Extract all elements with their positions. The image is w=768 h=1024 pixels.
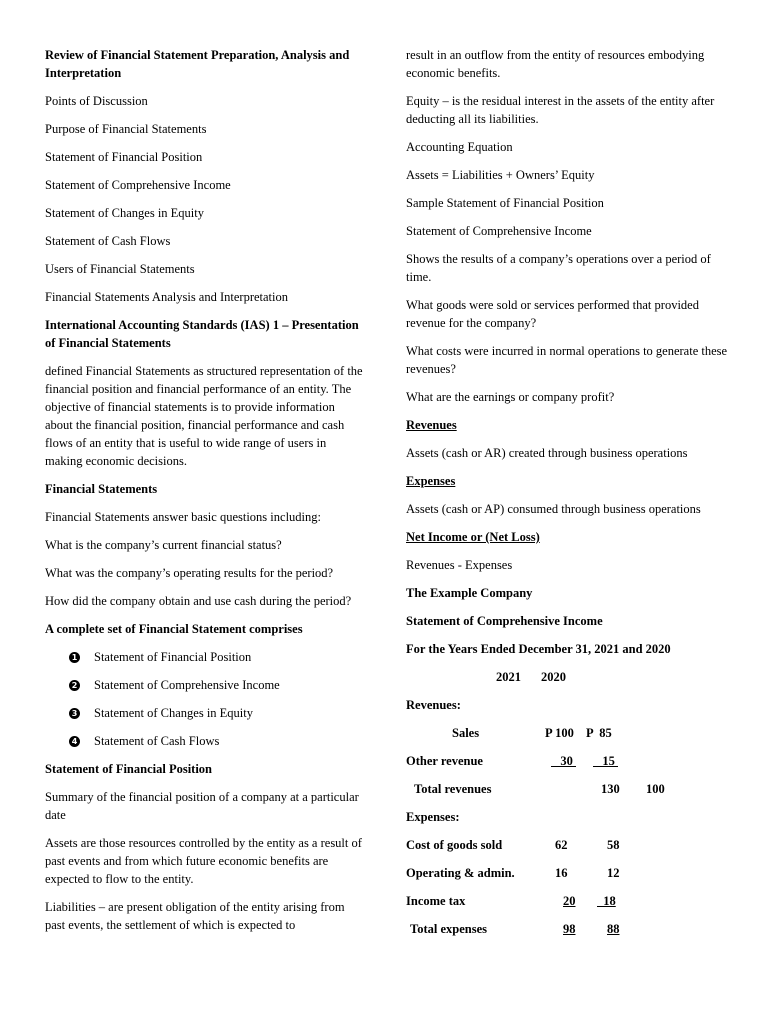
fs-question: What was the company’s operating results for the period? <box>45 566 334 580</box>
liabilities-continued: result in an outflow from the entity of resources embodying economic benefits. <box>406 48 705 80</box>
table-row <box>406 780 731 808</box>
cogs-2021: 62 <box>555 838 568 852</box>
cogs-2020: 58 <box>607 838 620 852</box>
list-item-text: Statement of Comprehensive Income <box>94 678 280 692</box>
left-column <box>45 46 365 944</box>
opex-2021: 16 <box>555 866 568 880</box>
sales-2021: P 100 <box>545 726 574 740</box>
other-revenue-2020: 15 <box>593 754 618 768</box>
tax-label: Income tax <box>406 894 466 908</box>
year-2020: 2020 <box>541 670 566 684</box>
fs-intro: Financial Statements answer basic questions including: <box>45 510 321 524</box>
total-expenses-2020: 88 <box>607 922 620 936</box>
point-item: Users of Financial Statements <box>45 262 195 276</box>
point-item: Financial Statements Analysis and Interpretation <box>45 290 288 304</box>
sfp-heading: Statement of Financial Position <box>45 762 213 776</box>
opex-label: Operating & admin. <box>406 866 515 880</box>
year-header-row <box>406 668 731 696</box>
numbered-bullet-icon: 1 <box>69 652 80 663</box>
other-revenue-label: Other revenue <box>406 754 483 768</box>
total-revenues-2021: 130 <box>601 782 620 796</box>
sales-2020: P 85 <box>586 726 612 740</box>
total-revenues-2020: 100 <box>646 782 665 796</box>
sales-label: Sales <box>452 726 480 740</box>
table-row <box>406 808 731 836</box>
company-name: The Example Company <box>406 586 533 600</box>
right-column <box>406 46 731 948</box>
assets-definition: Assets are those resources controlled by the entity as a result of past events and from which future economic benefits are expected to flow to the entity. <box>45 836 362 886</box>
point-item: Purpose of Financial Statements <box>45 122 207 136</box>
list-item-text: Statement of Changes in Equity <box>94 706 254 720</box>
sci-description: Shows the results of a company’s operations over a period of time. <box>406 252 711 284</box>
total-revenues-label: Total revenues <box>414 782 492 796</box>
opex-2020: 12 <box>607 866 620 880</box>
sci-question: What are the earnings or company profit? <box>406 390 615 404</box>
revenues-definition: Assets (cash or AR) created through business operations <box>406 446 688 460</box>
point-item: Statement of Financial Position <box>45 150 203 164</box>
fs-heading: Financial Statements <box>45 482 158 496</box>
expenses-heading: Expenses <box>406 474 456 488</box>
numbered-bullet-icon: 4 <box>69 736 80 747</box>
tax-2021: 20 <box>563 894 576 908</box>
income-statement-table <box>406 668 731 948</box>
sci-question: What costs were incurred in normal operations to generate these revenues? <box>406 344 728 376</box>
cogs-label: Cost of goods sold <box>406 838 503 852</box>
revenues-heading: Revenues <box>406 418 457 432</box>
sfp-summary: Summary of the financial position of a company at a particular date <box>45 790 359 822</box>
fs-question: How did the company obtain and use cash during the period? <box>45 594 352 608</box>
table-row <box>406 724 731 752</box>
net-income-definition: Revenues - Expenses <box>406 558 513 572</box>
sample-sfp-label: Sample Statement of Financial Position <box>406 196 604 210</box>
revenues-label: Revenues: <box>406 698 461 712</box>
ias-paragraph: defined Financial Statements as structured representation of the financial position and financial performance of an entity. The objective of financial statements is to provide information about the financial position, financial performance and cash flows of an entity that is useful to wide range of users in making economic decisions. <box>45 364 363 468</box>
point-item: Statement of Changes in Equity <box>45 206 205 220</box>
points-heading: Points of Discussion <box>45 94 148 108</box>
table-row <box>406 920 731 948</box>
accounting-equation: Assets = Liabilities + Owners’ Equity <box>406 168 595 182</box>
sci-question: What goods were sold or services performed that provided revenue for the company? <box>406 298 699 330</box>
tax-2020: 18 <box>597 894 616 908</box>
other-revenue-2021: 30 <box>551 754 576 768</box>
total-expenses-2021: 98 <box>563 922 576 936</box>
accounting-equation-label: Accounting Equation <box>406 140 513 154</box>
list-item <box>45 648 365 666</box>
table-row <box>406 696 731 724</box>
ias-heading: International Accounting Standards (IAS) 1 – Presentation of Financial Statements <box>45 318 359 350</box>
document-title: Review of Financial Statement Preparation, Analysis and Interpretation <box>45 48 350 80</box>
list-item-text: Statement of Financial Position <box>94 650 252 664</box>
list-item-text: Statement of Cash Flows <box>94 734 220 748</box>
expenses-label: Expenses: <box>406 810 460 824</box>
table-row <box>406 836 731 864</box>
numbered-bullet-icon: 2 <box>69 680 80 691</box>
point-item: Statement of Cash Flows <box>45 234 171 248</box>
table-row <box>406 752 731 780</box>
net-income-heading: Net Income or (Net Loss) <box>406 530 540 544</box>
list-item <box>45 676 365 694</box>
table-row <box>406 892 731 920</box>
numbered-bullet-icon: 3 <box>69 708 80 719</box>
total-expenses-label: Total expenses <box>410 922 487 936</box>
complete-set-heading: A complete set of Financial Statement comprises <box>45 622 303 636</box>
equity-definition: Equity – is the residual interest in the assets of the entity after deducting all its liabilities. <box>406 94 715 126</box>
statement-title: Statement of Comprehensive Income <box>406 614 603 628</box>
year-2021: 2021 <box>496 670 521 684</box>
fs-question: What is the company’s current financial status? <box>45 538 282 552</box>
liabilities-definition: Liabilities – are present obligation of the entity arising from past events, the settlement of which is expected to <box>45 900 345 932</box>
table-row <box>406 864 731 892</box>
statement-period: For the Years Ended December 31, 2021 and 2020 <box>406 642 671 656</box>
point-item: Statement of Comprehensive Income <box>45 178 231 192</box>
list-item <box>45 704 365 722</box>
sci-label: Statement of Comprehensive Income <box>406 224 592 238</box>
list-item <box>45 732 365 750</box>
expenses-definition: Assets (cash or AP) consumed through business operations <box>406 502 701 516</box>
